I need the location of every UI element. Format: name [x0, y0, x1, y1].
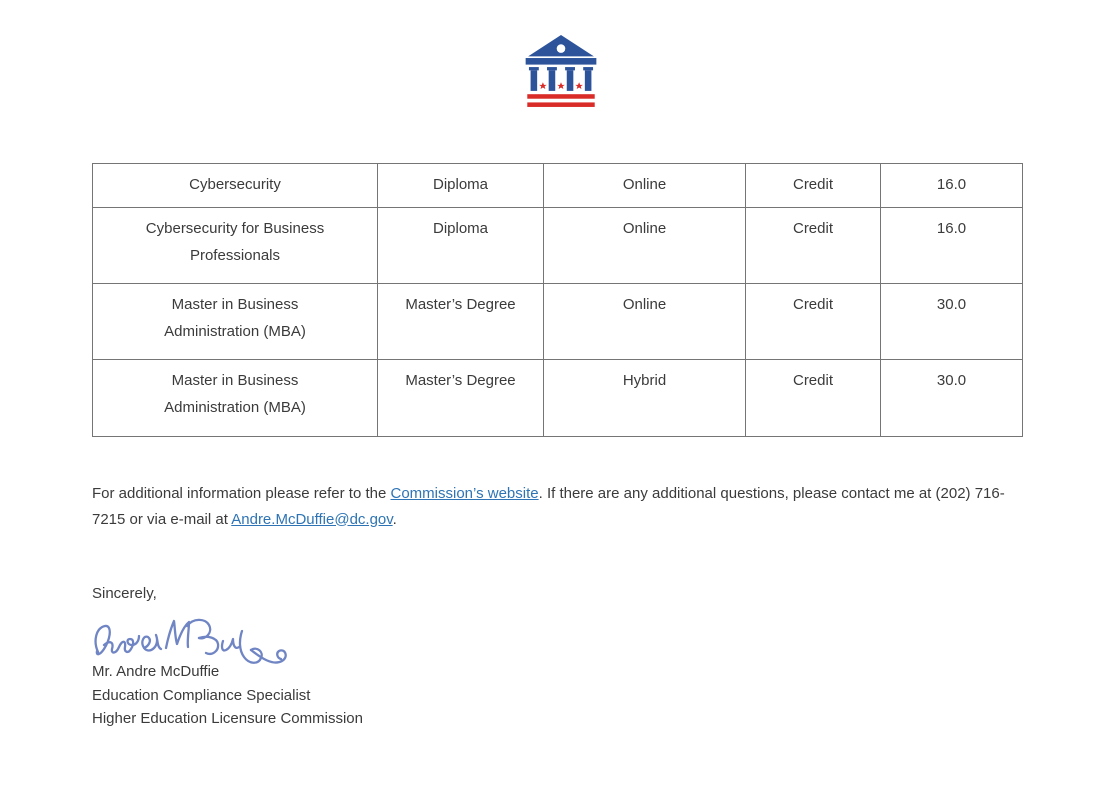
paragraph-text: For additional information please refer to the	[92, 485, 391, 502]
cell-program: Master in Business Administration (MBA)	[93, 284, 378, 360]
cell-hours: 16.0	[881, 164, 1023, 208]
additional-info-paragraph	[92, 481, 1022, 532]
cell-program: Cybersecurity	[93, 164, 378, 208]
table-row	[93, 284, 1023, 360]
cell-program: Master in Business Administration (MBA)	[93, 360, 378, 437]
signer-block	[92, 660, 363, 731]
cell-credential: Master’s Degree	[378, 284, 544, 360]
signer-org: Higher Education Licensure Commission	[92, 710, 363, 727]
salutation: Sincerely,	[92, 585, 157, 602]
cell-credential: Diploma	[378, 164, 544, 208]
cell-hours: 30.0	[881, 284, 1023, 360]
flag-stripes	[527, 94, 594, 107]
cell-modality: Hybrid	[544, 360, 746, 437]
cell-credential: Diploma	[378, 208, 544, 284]
cell-modality: Online	[544, 284, 746, 360]
agency-building-logo	[524, 33, 598, 111]
cell-unit: Credit	[746, 360, 881, 437]
table-row	[93, 164, 1023, 208]
table-row	[93, 360, 1023, 437]
stars	[539, 82, 583, 89]
paragraph-text: . If there are any additional questions, please contact me at (202) 716-7215 or via e-mail at	[92, 485, 1005, 528]
programs-table-body	[93, 164, 1023, 437]
cell-hours: 30.0	[881, 360, 1023, 437]
commission-website-link[interactable]: Commission’s website	[390, 485, 539, 502]
email-link[interactable]: Andre.McDuffie@dc.gov	[231, 510, 393, 528]
pediment-window	[557, 44, 566, 53]
cell-program: Cybersecurity for Business Professionals	[93, 208, 378, 284]
cell-unit: Credit	[746, 284, 881, 360]
signer-name: Mr. Andre McDuffie	[92, 663, 220, 680]
cell-unit: Credit	[746, 208, 881, 284]
cell-modality: Online	[544, 164, 746, 208]
programs-table	[92, 163, 1023, 437]
cell-unit: Credit	[746, 164, 881, 208]
cell-modality: Online	[544, 208, 746, 284]
paragraph-text: .	[392, 510, 397, 528]
cell-credential: Master’s Degree	[378, 360, 544, 437]
signer-title: Education Compliance Specialist	[92, 686, 311, 704]
table-row	[93, 208, 1023, 284]
cell-hours: 16.0	[881, 208, 1023, 284]
